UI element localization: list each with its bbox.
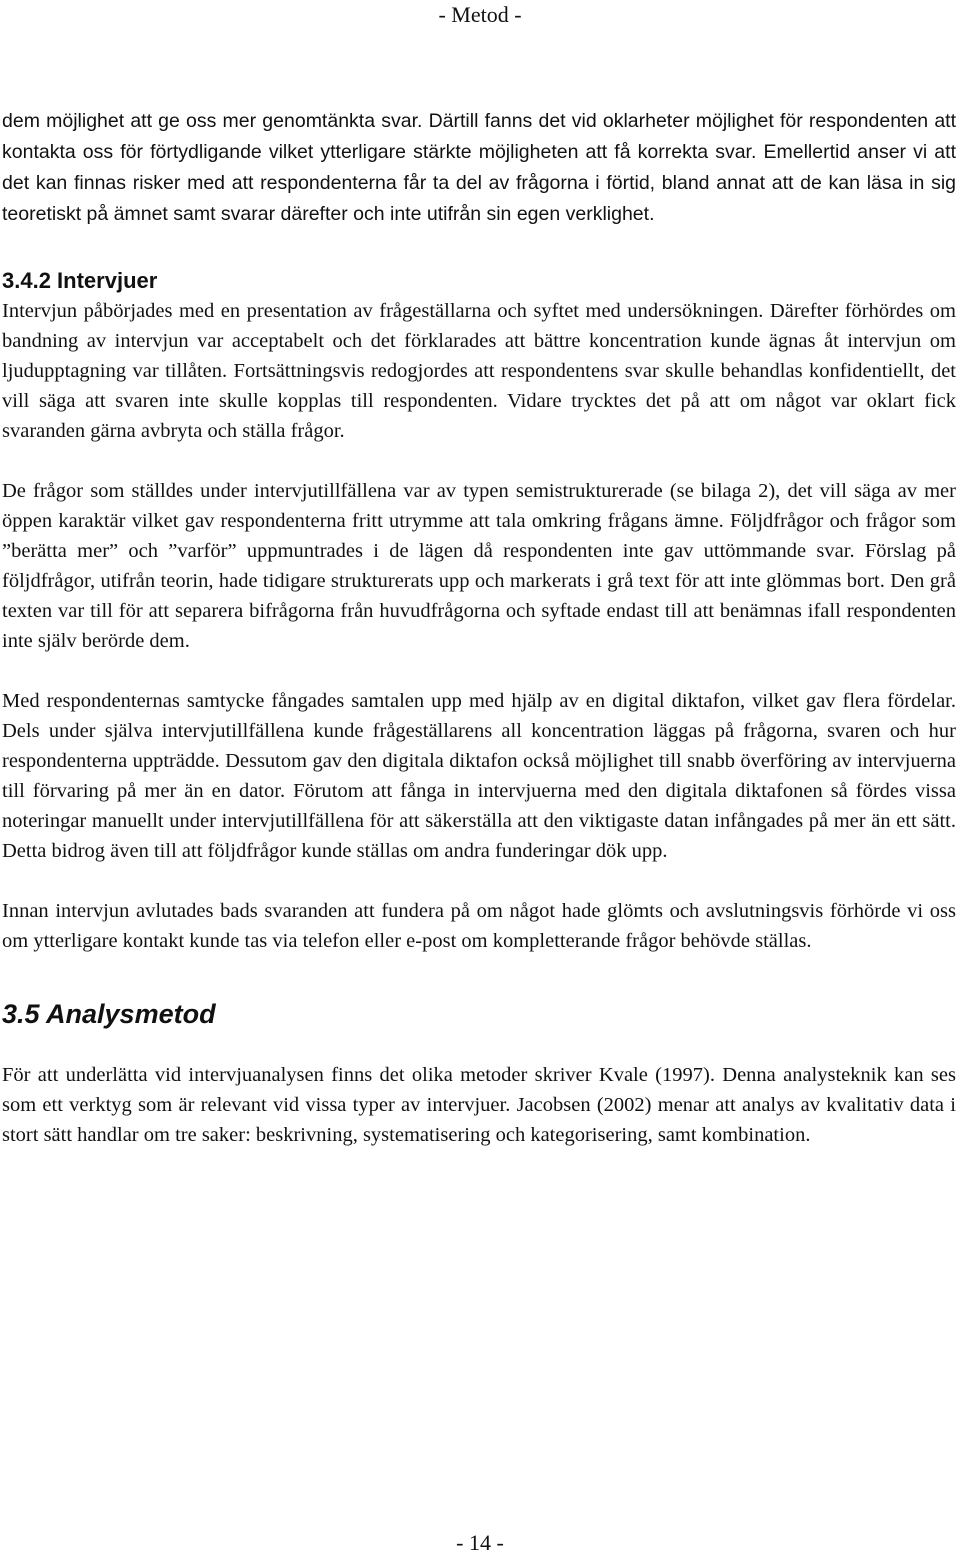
page-number: - 14 -	[456, 1530, 504, 1555]
intervjuer-paragraph-4: Innan intervjun avlutades bads svaranden att fundera på om något hade glömts och avslutningsvis förhörde vi oss om ytterligare kontakt kunde tas via telefon eller e-post om kompletterande frågor behövde ställas.	[2, 900, 956, 952]
intervjuer-paragraph-3: Med respondenternas samtycke fångades samtalen upp med hjälp av en digital diktafon, vilket gav flera fördelar. Dels under själva intervjutillfällena kunde frågeställarens all koncentration läggas på frågorna, svaren och hur respondenterna uppträdde. Dessutom gav den digitala diktafon också möjlighet till snabb överföring av intervjuerna till förvaring på mer än en dator. Förutom att fånga in intervjuerna med den digitala diktafonen så fördes vissa noteringar manuellt under intervjutillfällena för att säkerställa att den viktigaste datan infångades på mer än ett sätt. Detta bidrog även till att följdfrågor kunde ställas om andra funderingar dök upp.	[2, 690, 956, 862]
document-body	[2, 106, 956, 1150]
section-heading-analysmetod: 3.5 Analysmetod	[2, 999, 216, 1029]
section-heading-intervjuer: 3.4.2 Intervjuer	[2, 268, 158, 293]
analysmetod-paragraph-1: För att underlätta vid intervjuanalysen finns det olika metoder skriver Kvale (1997). Denna analysteknik kan ses som ett verktyg som är relevant vid vissa typer av intervjuer. Jacobsen (2002) menar att analys av kvalitativ data i stort sätt handlar om tre saker: beskrivning, systematisering och kategorisering, samt kombination.	[2, 1064, 956, 1146]
intro-paragraph: dem möjlighet att ge oss mer genomtänkta svar. Därtill fanns det vid oklarheter möjlighet för respondenten att kontakta oss för förtydligande vilket ytterligare stärkte möjligheten att få korrekta svar. Emellertid anser vi att det kan finnas risker med att respondenterna får ta del av frågorna i förtid, bland annat att de kan läsa in sig teoretiskt på ämnet samt svarar därefter och inte utifrån sin egen verklighet.	[2, 110, 956, 225]
page-header: - Metod -	[438, 2, 522, 27]
intervjuer-paragraph-2: De frågor som ställdes under intervjutillfällena var av typen semistrukturerade (se bilaga 2), det vill säga av mer öppen karaktär vilket gav respondenterna fritt utrymme att tala omkring frågans ämne. Följdfrågor och frågor som ”berätta mer” och ”varför” uppmuntrades i de lägen då respondenten inte gav uttömmande svar. Förslag på följdfrågor, utifrån teorin, hade tidigare strukturerats upp och markerats i grå text för att inte glömmas bort. Den grå texten var till för att separera bifrågorna från huvudfrågorna och syftade endast till att benämnas ifall respondenten inte själv berörde dem.	[2, 480, 956, 652]
intervjuer-paragraph-1: Intervjun påbörjades med en presentation av frågeställarna och syftet med undersökningen. Därefter förhördes om bandning av intervjun var acceptabelt och det förklarades att bättre koncentration kunde ägnas åt intervjun om ljudupptagning var tillåten. Fortsättningsvis redogjordes att respondentens svar skulle behandlas konfidentiellt, det vill säga att svaren inte skulle kopplas till respondenten. Vidare trycktes det på att om något var oklart fick svaranden gärna avbryta och ställa frågor.	[2, 300, 956, 442]
